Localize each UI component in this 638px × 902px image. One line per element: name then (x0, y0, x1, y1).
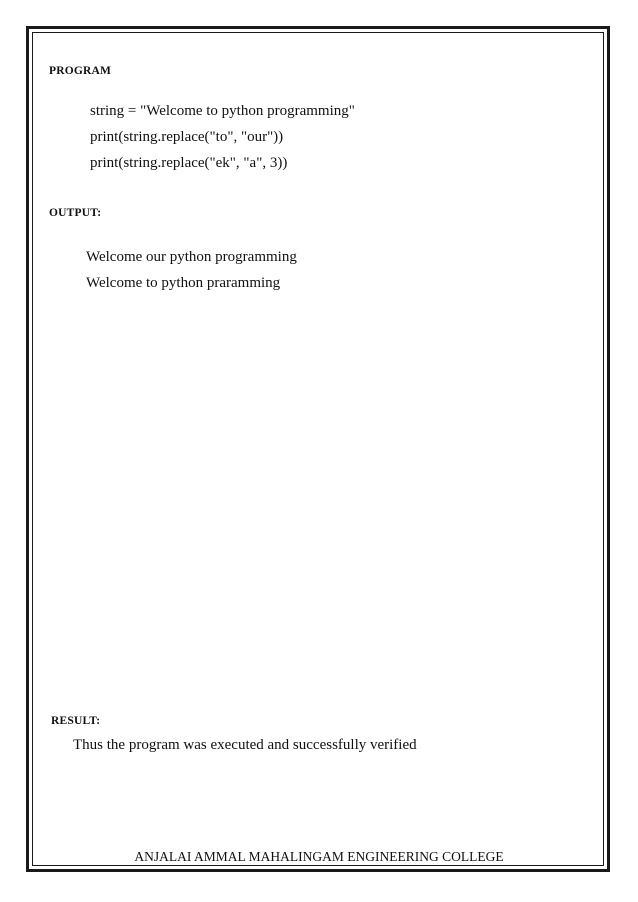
result-heading: RESULT: (51, 715, 101, 727)
output-heading: OUTPUT: (49, 207, 102, 219)
output-line-1: Welcome our python programming (86, 249, 297, 265)
code-line-3: print(string.replace("ek", "a", 3)) (90, 155, 288, 171)
program-heading: PROGRAM (49, 65, 112, 77)
result-text: Thus the program was executed and successfully verified (73, 737, 417, 753)
output-line-2: Welcome to python praramming (86, 275, 281, 291)
code-line-1: string = "Welcome to python programming" (90, 103, 355, 119)
code-line-2: print(string.replace("to", "our")) (90, 129, 284, 145)
college-footer: ANJALAI AMMAL MAHALINGAM ENGINEERING COLLEGE (134, 849, 504, 864)
